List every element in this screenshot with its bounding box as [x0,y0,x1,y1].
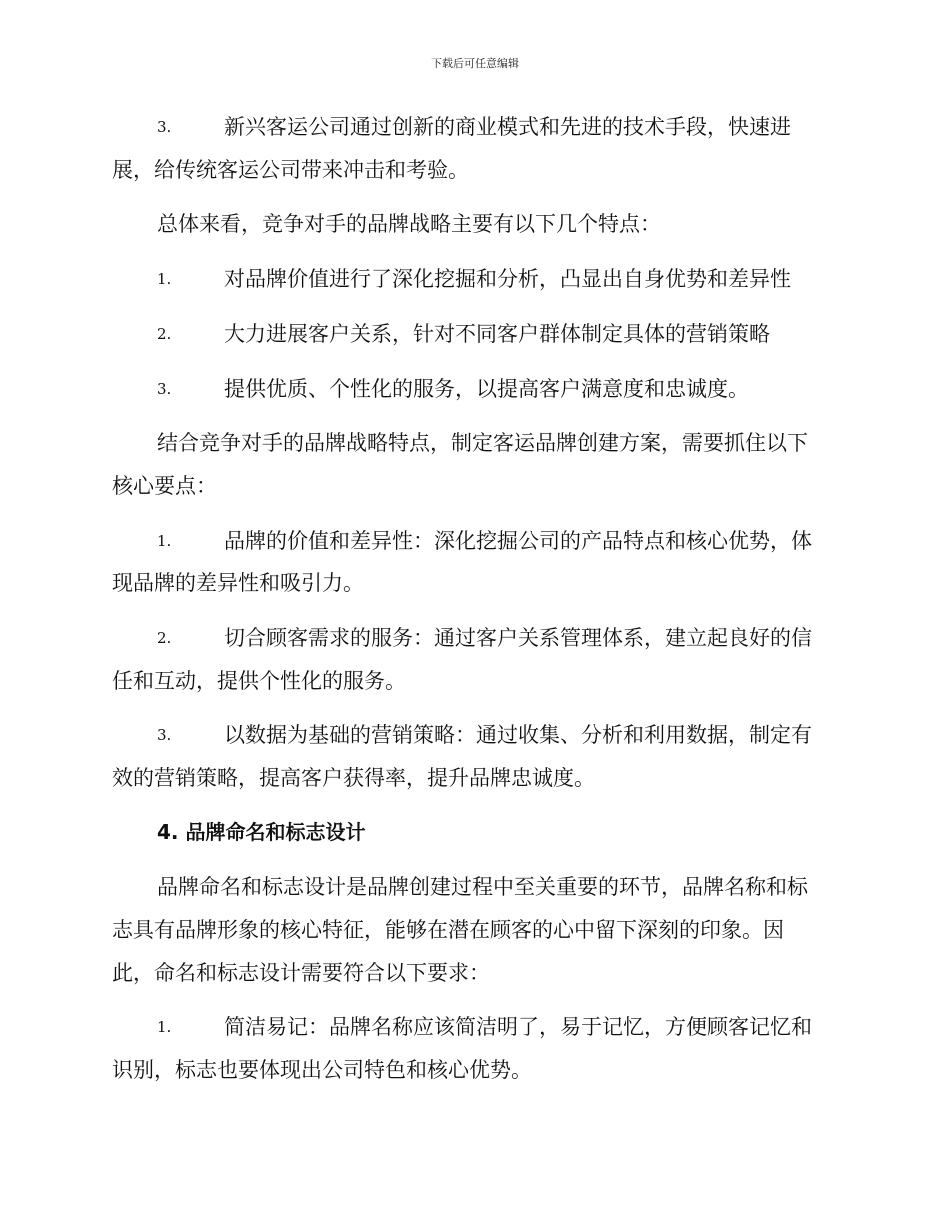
list-item-text: 品牌的价值和差异性：深化挖掘公司的产品特点和核心优势，体 [224,529,812,553]
list-item-text: 对品牌价值进行了深化挖掘和分析，凸显出自身优势和差异性 [224,267,791,291]
section-heading: 4. 品牌命名和标志设计 [157,820,366,844]
paragraph: 品牌命名和标志设计是品牌创建过程中至关重要的环节，品牌名称和标 [157,875,808,899]
paragraph: 结合竞争对手的品牌战略特点，制定客运品牌创建方案，需要抓住以下 [157,431,808,455]
list-number: 1. [157,270,172,288]
list-item-text-continued: 任和互动，提供个性化的服务。 [112,669,406,693]
list-number: 3. [157,726,172,744]
list-number: 1. [157,1018,172,1036]
paragraph-continued: 核心要点： [112,474,217,498]
paragraph-continued: 此，命名和标志设计需要符合以下要求： [112,961,490,985]
list-number: 2. [157,325,172,343]
list-item-text: 大力进展客户关系，针对不同客户群体制定具体的营销策略 [224,322,770,346]
page-header: 下载后可任意编辑 [431,57,519,70]
list-number: 2. [157,629,172,647]
list-item-text: 提供优质、个性化的服务，以提高客户满意度和忠诚度。 [224,377,749,401]
list-number: 3. [157,380,172,398]
list-item-text: 新兴客运公司通过创新的商业模式和先进的技术手段，快速进 [224,115,791,139]
list-item-text: 切合顾客需求的服务：通过客户关系管理体系，建立起良好的信 [224,626,812,650]
paragraph-continued: 志具有品牌形象的核心特征，能够在潜在顾客的心中留下深刻的印象。因 [112,918,784,942]
list-item-text-continued: 现品牌的差异性和吸引力。 [112,571,364,595]
paragraph: 总体来看，竞争对手的品牌战略主要有以下几个特点： [157,212,661,236]
list-number: 3. [157,118,172,136]
list-item-text: 简洁易记：品牌名称应该简洁明了，易于记忆，方便顾客记忆和 [224,1015,812,1039]
list-item-text-continued: 展，给传统客运公司带来冲击和考验。 [112,158,469,182]
list-number: 1. [157,532,172,550]
list-item-text: 以数据为基础的营销策略：通过收集、分析和利用数据，制定有 [224,723,812,747]
list-item-text-continued: 效的营销策略，提高客户获得率，提升品牌忠诚度。 [112,766,595,790]
list-item-text-continued: 识别，标志也要体现出公司特色和核心优势。 [112,1058,532,1082]
